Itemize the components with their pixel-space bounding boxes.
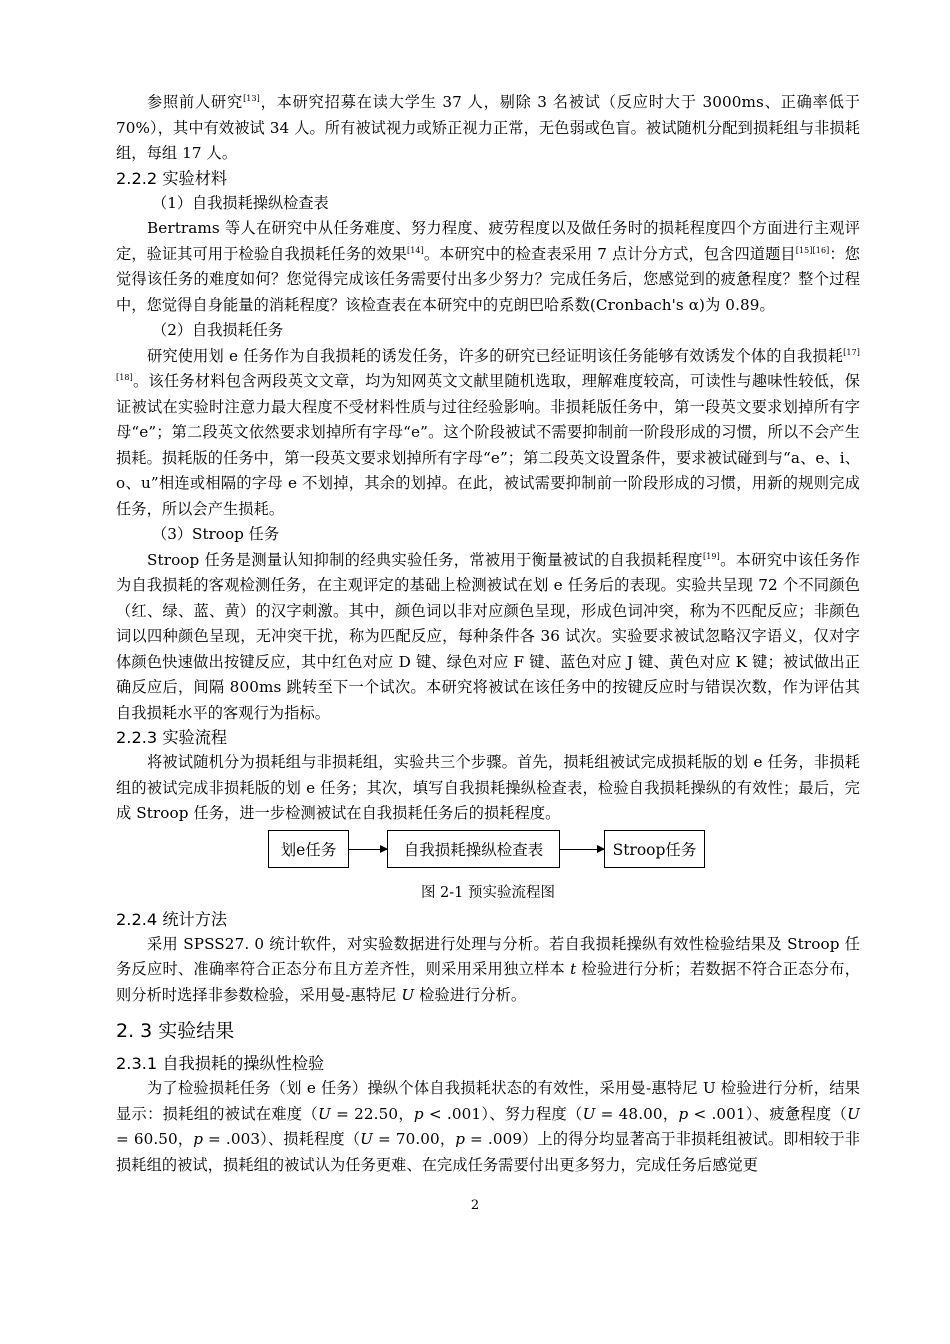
arrow-icon	[349, 849, 387, 850]
paragraph-procedure: 将被试随机分为损耗组与非损耗组，实验共三个步骤。首先，损耗组被试完成损耗版的划 e 任务，非损耗组的被试完成非损耗版的划 e 任务；其次，填写自我损耗操纵检查表，检验自我损耗操纵的有效性；最后，完成 Stroop 任务，进一步检测被试在自我损耗任务后的损耗程度。	[116, 753, 860, 822]
page-number: 2	[470, 1198, 480, 1213]
text: = .009）上的得分均显著高于非损耗组被试。即相较于非损耗组的被试，损耗组的被试认为任务更难、在完成任务需要付出更多努力，完成任务后感觉更	[116, 1130, 860, 1174]
text: = 70.00，	[373, 1130, 456, 1148]
text: 。本研究中该任务作为自我损耗的客观检测任务，在主观评定的基础上检测被试在划 e 任务后的表现。实验共呈现 72 个不同颜色（红、绿、蓝、黄）的汉字刺激。其中，颜色词以非对应颜色呈现，形成色词冲突，称为不匹配反应；非颜色词以四种颜色呈现，无冲突干扰，称为匹配反应，每种条件各 36 试次。实验要求被试忽略汉字语义，仅对字体颜色快速做出按键反应，其中红色对应 D 键、绿色对应 F 键、蓝色对应 J 键、黄色对应 K 键；被试做出正确反应后，间隔 800ms 跳转至下一个试次。本研究将被试在该任务中的按键反应时与错误次数，作为评估其自我损耗水平的客观行为指标。	[116, 550, 860, 722]
text: Stroop 任务是测量认知抑制的经典实验任务，常被用于衡量被试的自我损耗程度	[147, 550, 703, 569]
text: ：您觉得该任务的难度如何？您觉得完成该任务需要付出多少努力？完成任务后，您感觉到的疲惫程度？整个过程中，您觉得自身能量的消耗程度？该检查表在本研究中的克朗巴哈系数(Cronbach's α)为 0.89。	[116, 244, 861, 314]
flow-box-checklist: 自我损耗操纵检查表	[387, 830, 560, 868]
citation: [13]	[243, 94, 260, 103]
citation: [14]	[406, 245, 424, 255]
heading-2-3: 2. 3 实验结果	[116, 1020, 235, 1042]
stat-symbol: t	[570, 960, 577, 978]
paragraph-manipulation-check	[116, 1076, 860, 1178]
text: = .003）、损耗程度（	[203, 1130, 361, 1148]
heading-2-2-3: 2.2.3 实验流程	[116, 728, 228, 747]
stat-symbol: U	[401, 985, 415, 1004]
stat-symbol: p	[193, 1130, 204, 1148]
text: ，本研究招募在读大学生 37 人，剔除 3 名被试（反应时大于 3000ms、正确率低于 70%），其中有效被试 34 人。所有被试视力或矫正视力正常，无色弱或色盲。被试随机分配到损耗组与非损耗组，每组 17 人。	[116, 93, 860, 162]
text: 采用 SPSS27. 0 统计软件，对实验数据进行处理与分析。若自我损耗操纵有效性检验结果及 Stroop 任务反应时、准确率符合正态分布且方差齐性，则采用采用独立样本	[116, 934, 860, 978]
stat-symbol: U	[360, 1130, 373, 1148]
text: 检验进行分析。	[414, 985, 527, 1004]
heading-2-3-1: 2.3.1 自我损耗的操纵性检验	[116, 1054, 325, 1073]
subheading-depletion-task: （2）自我损耗任务	[152, 321, 284, 339]
stat-symbol: U	[318, 1104, 331, 1123]
figure-caption: 图 2-1 预实验流程图	[420, 884, 556, 901]
page-content	[116, 90, 860, 1178]
paragraph-checklist	[116, 216, 860, 318]
flow-box-stroop: Stroop任务	[604, 830, 705, 868]
stat-symbol: U	[847, 1104, 861, 1123]
heading-2-2-4: 2.2.4 统计方法	[116, 909, 228, 929]
text: 检验进行分析；若数据不符合正态分布，则分析时选择非参数检验，采用曼-惠特尼	[116, 960, 861, 1004]
text: = 60.50，	[116, 1130, 194, 1148]
citation: [15][16]	[795, 245, 830, 255]
text: = 22.50，	[330, 1104, 414, 1123]
citation: [19]	[702, 551, 720, 561]
text: 。本研究中的检查表采用 7 点计分方式，包含四道题目	[423, 244, 796, 263]
text: 。该任务材料包含两段英文文章，均为知网英文文献里随机选取，理解难度较高，可读性与趣味性较低，保证被试在实验时注意力最大程度不受材料性质与过往经验影响。非损耗版任务中，第一段英文要求划掉所有字母“e”；第二段英文依然要求划掉所有字母“e”。这个阶段被试不需要抑制前一阶段形成的习惯，所以不会产生损耗。损耗版的任务中，第一段英文要求划掉所有字母“e”；第二段英文设置条件，要求被试碰到与“a、e、i、o、u”相连或相隔的字母 e 不划掉，其余的划掉。在此，被试需要抑制前一阶段形成的习惯，用新的规则完成任务，所以会产生损耗。	[116, 372, 860, 518]
subheading-checklist: （1）自我损耗操纵检查表	[152, 193, 329, 212]
paragraph-stroop	[116, 548, 860, 727]
text: Bertrams 等人在研究中从任务难度、努力程度、疲劳程度以及做任务时的损耗程度四个方面进行主观评定，验证其可用于检验自我损耗任务的效果	[116, 219, 860, 263]
stat-symbol: U	[582, 1104, 596, 1123]
heading-2-2-2: 2.2.2 实验材料	[116, 168, 228, 188]
paragraph-participants	[116, 90, 860, 167]
text: < .001）、疲惫程度（	[688, 1104, 848, 1123]
stat-symbol: p	[678, 1104, 689, 1123]
subheading-stroop: （3）Stroop 任务	[152, 525, 280, 543]
text: 为了检验损耗任务（划 e 任务）操纵个体自我损耗状态的有效性，采用曼-惠特尼 U 检验进行分析，结果显示：损耗组的被试在难度（	[116, 1079, 860, 1123]
text: 参照前人研究	[147, 93, 244, 111]
stat-symbol: p	[413, 1104, 424, 1123]
text: = 48.00，	[595, 1104, 679, 1123]
text: < .001）、努力程度（	[423, 1104, 583, 1123]
flow-box-e-task: 划e任务	[268, 830, 349, 868]
arrow-icon	[560, 849, 604, 850]
citation: [17][18]	[116, 347, 860, 382]
text: 研究使用划 e 任务作为自我损耗的诱发任务，许多的研究已经证明该任务能够有效诱发个体的自我损耗	[147, 346, 844, 365]
paragraph-depletion-task	[116, 344, 860, 523]
paragraph-statistics	[116, 932, 860, 1009]
flowchart	[116, 830, 860, 882]
stat-symbol: p	[455, 1130, 466, 1148]
